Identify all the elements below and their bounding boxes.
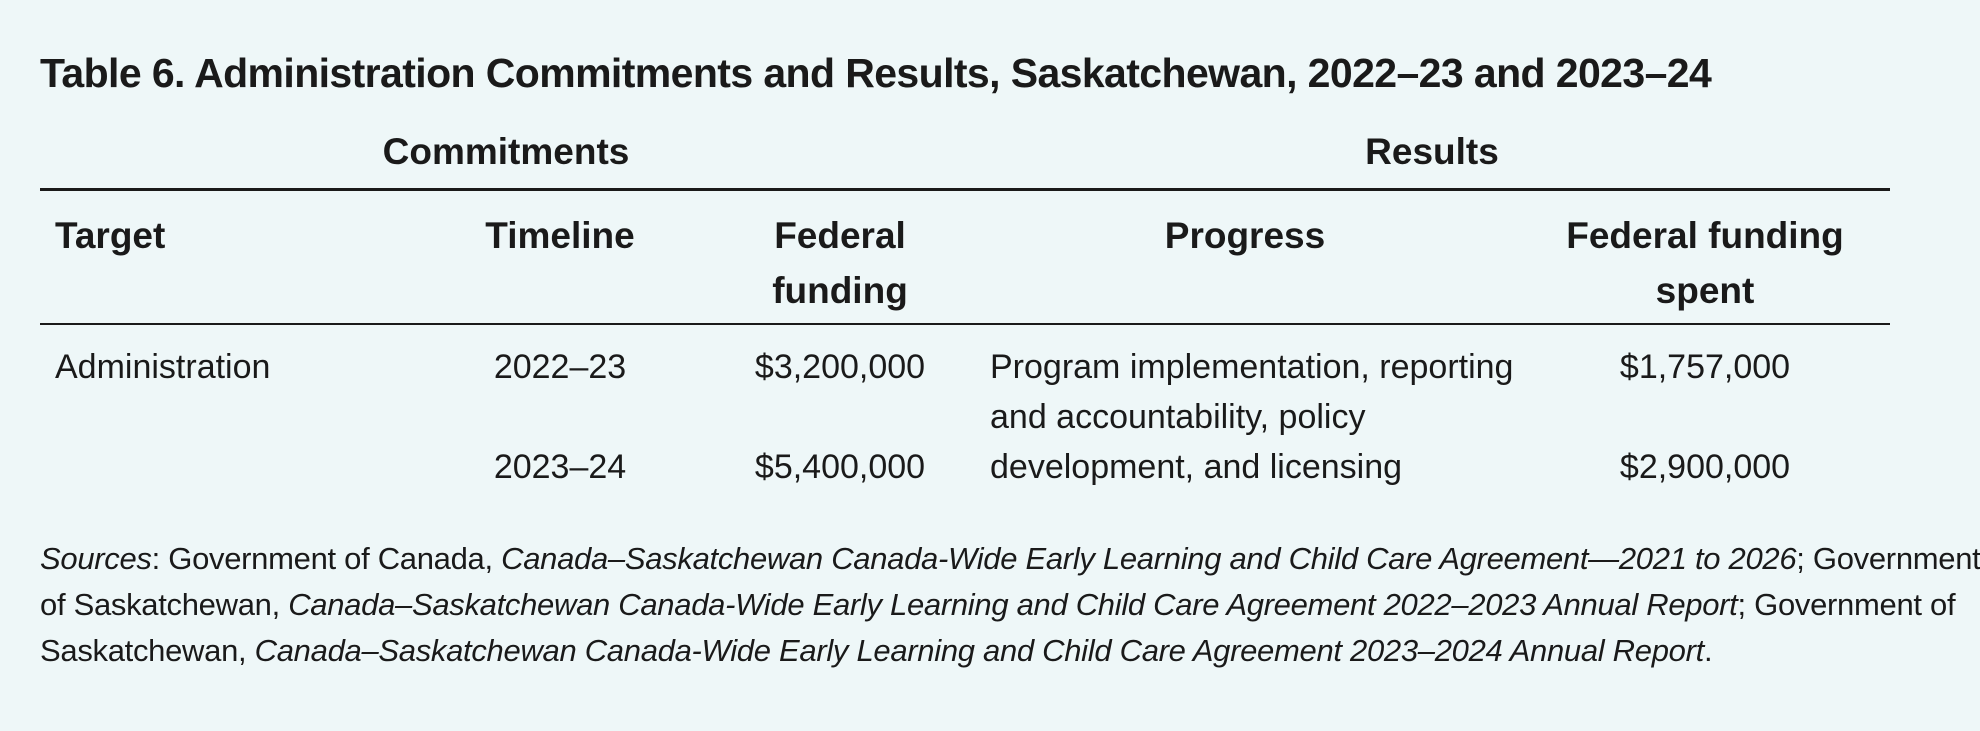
source-title: Canada–Saskatchewan Canada-Wide Early Learning and Child Care Agreement 2022–2023 Annual Report: [288, 587, 1738, 622]
cell-timeline: 2023–24: [493, 448, 627, 486]
cell-federal-funding-spent: $2,900,000: [1619, 448, 1791, 486]
sources-text: ; Government of: [1737, 587, 1956, 622]
progress-line: Program implementation, reporting: [990, 348, 1514, 386]
column-header-spent-line1: Federal funding: [1566, 215, 1844, 256]
source-title: Canada–Saskatchewan Canada-Wide Early Learning and Child Care Agreement—2021 to 2026: [501, 541, 1797, 576]
cell-federal-funding: $5,400,000: [754, 448, 926, 486]
sources-text: of Saskatchewan,: [40, 587, 289, 622]
column-header-federal-funding-spent: [1550, 208, 1860, 318]
cell-timeline: 2022–23: [493, 348, 627, 386]
sources-line: [40, 582, 1956, 628]
sources-text: ; Government: [1796, 541, 1980, 576]
cell-federal-funding-spent: $1,757,000: [1619, 348, 1791, 386]
top-rule: [40, 188, 1890, 191]
group-header-results: Results: [1365, 131, 1499, 172]
column-header-progress: Progress: [1164, 215, 1326, 256]
sources-note: [40, 536, 1980, 674]
progress-line: development, and licensing: [990, 448, 1403, 486]
sources-text: : Government of Canada,: [151, 541, 502, 576]
sources-text: .: [1703, 633, 1713, 668]
table-title: Table 6. Administration Commitments and Results, Saskatchewan, 2022–23 and 2023–24: [40, 50, 1712, 96]
group-header-commitments: Commitments: [382, 131, 630, 172]
column-header-spent-line2: spent: [1655, 270, 1755, 311]
cell-progress: [990, 342, 1513, 492]
column-header-federal-funding-line2: funding: [772, 270, 908, 311]
column-header-federal-funding-line1: Federal: [774, 215, 906, 256]
source-title: Canada–Saskatchewan Canada-Wide Early Learning and Child Care Agreement 2023–2024 Annual Report: [254, 633, 1704, 668]
column-header-target: Target: [55, 215, 166, 256]
header-rule: [40, 323, 1890, 325]
progress-line: and accountability, policy: [990, 398, 1366, 436]
cell-target: Administration: [55, 348, 271, 386]
sources-text: Saskatchewan,: [40, 633, 255, 668]
column-header-timeline: Timeline: [485, 215, 635, 256]
sources-label: Sources: [40, 541, 152, 576]
sources-line: [40, 628, 1900, 674]
cell-federal-funding: $3,200,000: [754, 348, 926, 386]
column-header-federal-funding: [740, 208, 940, 318]
sources-line: [40, 536, 1980, 582]
